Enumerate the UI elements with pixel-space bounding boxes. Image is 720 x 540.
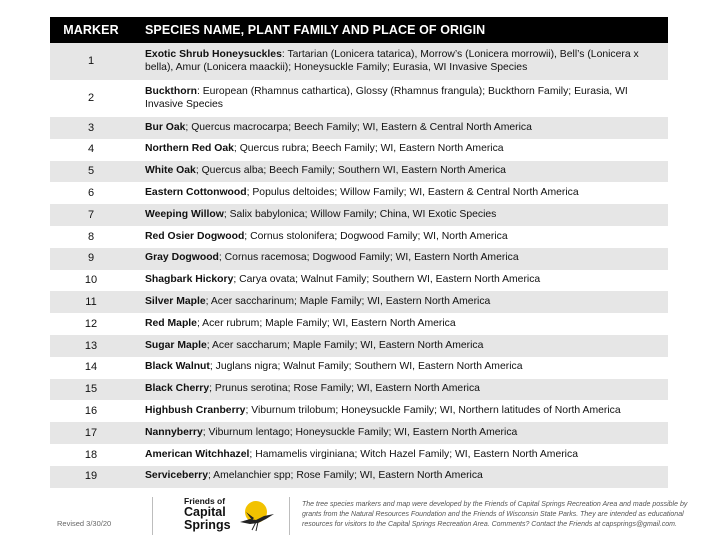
table-row — [50, 182, 668, 204]
sun-and-crane-logo-icon — [236, 498, 280, 534]
footer-divider-left — [152, 497, 153, 535]
species-table — [50, 17, 668, 488]
table-row — [50, 444, 668, 466]
table-row — [50, 422, 668, 444]
species-common-name: Black Cherry — [145, 383, 210, 395]
species-description — [132, 383, 668, 396]
species-description — [132, 318, 668, 331]
marker-number: 5 — [87, 165, 95, 178]
species-details: ; Viburnum trilobum; Honeysuckle Family; WI, Northern latitudes of North America — [245, 405, 621, 416]
species-description — [132, 122, 668, 135]
table-row — [50, 335, 668, 357]
species-common-name: Silver Maple — [145, 296, 206, 308]
table-row — [50, 139, 668, 161]
species-details: ; Cornus racemosa; Dogwood Family; WI, Eastern North America — [218, 252, 519, 264]
species-description — [132, 165, 668, 178]
marker-number: 4 — [87, 143, 95, 156]
species-details: ; Acer rubrum; Maple Family; WI, Eastern North America — [196, 317, 456, 329]
marker-number: 17 — [84, 426, 98, 439]
species-description — [132, 86, 668, 111]
marker-number: 9 — [87, 252, 95, 265]
species-common-name: Bur Oak — [145, 121, 186, 133]
table-row — [50, 80, 668, 117]
species-common-name: Gray Dogwood — [145, 252, 219, 264]
logo-line-1: Friends of — [184, 496, 226, 506]
table-header — [50, 17, 668, 43]
table-body — [50, 43, 668, 488]
marker-column-header: MARKER — [63, 23, 119, 37]
species-details: : Tartarian (Lonicera tatarica), Morrow’s (Lonicera morrowii), Bell’s (Lonicera x bella), Amur (Lonicera maackii); Honeysuckle Family; Eurasia, WI Invasive Species — [145, 49, 639, 73]
species-description — [132, 470, 668, 483]
marker-number: 10 — [84, 274, 98, 287]
species-description — [132, 49, 668, 74]
species-description — [132, 252, 668, 265]
table-row — [50, 466, 668, 488]
marker-number: 7 — [87, 208, 95, 221]
marker-number: 16 — [84, 405, 98, 417]
logo-text — [184, 496, 231, 532]
marker-number: 2 — [87, 92, 95, 105]
table-row — [50, 43, 668, 80]
species-details: ; Prunus serotina; Rose Family; WI, Eastern North America — [209, 383, 480, 395]
marker-number: 14 — [84, 361, 98, 374]
species-column-header: SPECIES NAME, PLANT FAMILY AND PLACE OF ORIGIN — [145, 23, 486, 37]
species-description — [132, 405, 668, 418]
marker-number: 18 — [84, 448, 98, 461]
species-common-name: Shagbark Hickory — [145, 274, 234, 286]
table-row — [50, 248, 668, 270]
footer-divider-right — [289, 497, 290, 535]
marker-number: 3 — [87, 121, 95, 134]
species-common-name: Red Maple — [145, 317, 197, 329]
marker-number: 6 — [87, 187, 95, 200]
logo-line-3: Springs — [184, 518, 231, 532]
marker-number: 8 — [87, 230, 95, 243]
species-description — [132, 449, 668, 462]
species-details: ; Acer saccharum; Maple Family; WI, Eastern North America — [206, 339, 484, 351]
species-description — [132, 361, 668, 374]
marker-number: 1 — [87, 55, 95, 68]
species-common-name: Sugar Maple — [145, 339, 207, 351]
table-row — [50, 226, 668, 248]
species-common-name: Exotic Shrub Honeysuckles — [145, 49, 282, 60]
marker-number: 12 — [84, 317, 98, 330]
species-details: ; Viburnum lentago; Honeysuckle Family; WI, Eastern North America — [202, 426, 518, 438]
species-details: ; Carya ovata; Walnut Family; Southern WI, Eastern North America — [233, 274, 541, 286]
species-details: ; Quercus macrocarpa; Beech Family; WI, Eastern & Central North America — [185, 121, 532, 133]
species-details: ; Cornus stolonifera; Dogwood Family; WI, North America — [244, 230, 508, 242]
species-common-name: Black Walnut — [145, 361, 210, 373]
species-description — [132, 427, 668, 440]
species-description — [132, 209, 668, 222]
species-description — [132, 143, 668, 156]
species-common-name: Northern Red Oak — [145, 143, 234, 155]
species-description — [132, 274, 668, 287]
footer-note: The tree species markers and map were developed by the Friends of Capital Springs Recreation Area and made possible by grants from the Natural Resources Foundation and the Friends of Wisconsin State Parks. They are intended as educational resources for visitors to the Capital Springs Recreation Area. Comments? Contact the Friends at capsprings@gmail.com. — [302, 501, 688, 528]
friends-of-capital-springs-logo — [170, 496, 282, 536]
species-common-name: White Oak — [145, 165, 196, 177]
species-details: ; Salix babylonica; Willow Family; China, WI Exotic Species — [223, 208, 497, 220]
table-row — [50, 204, 668, 226]
species-details: : European (Rhamnus cathartica), Glossy (Rhamnus frangula); Buckthorn Family; Eurasia, WI Invasive Species — [145, 86, 628, 110]
species-common-name: Highbush Cranberry — [145, 405, 246, 416]
marker-number: 11 — [85, 296, 97, 309]
species-description — [132, 231, 668, 244]
table-row — [50, 400, 668, 422]
species-details: ; Amelanchier spp; Rose Family; WI, Eastern North America — [207, 470, 483, 482]
table-row — [50, 291, 668, 313]
table-row — [50, 117, 668, 139]
species-details: ; Hamamelis virginiana; Witch Hazel Family; WI, Eastern North America — [249, 448, 578, 460]
table-row — [50, 270, 668, 292]
revised-date: Revised 3/30/20 — [57, 519, 112, 528]
species-common-name: Nannyberry — [145, 426, 203, 438]
table-row — [50, 313, 668, 335]
species-common-name: Eastern Cottonwood — [145, 187, 247, 199]
logo-line-2: Capital — [184, 505, 226, 519]
species-details: ; Quercus alba; Beech Family; Southern WI, Eastern North America — [195, 165, 506, 177]
species-details: ; Acer saccharinum; Maple Family; WI, Eastern North America — [205, 296, 491, 308]
species-details: ; Juglans nigra; Walnut Family; Southern WI, Eastern North America — [209, 361, 523, 373]
table-row — [50, 379, 668, 401]
species-description — [132, 340, 668, 353]
marker-number: 15 — [84, 383, 98, 396]
species-details: ; Quercus rubra; Beech Family; WI, Eastern North America — [233, 143, 504, 155]
species-description — [132, 187, 668, 200]
marker-number: 19 — [84, 470, 98, 483]
species-description — [132, 296, 668, 309]
table-row — [50, 161, 668, 183]
species-common-name: Buckthorn — [145, 86, 197, 97]
species-common-name: American Witchhazel — [145, 448, 250, 460]
species-common-name: Red Osier Dogwood — [145, 230, 245, 242]
marker-number: 13 — [84, 339, 98, 352]
species-common-name: Serviceberry — [145, 470, 208, 482]
species-common-name: Weeping Willow — [145, 208, 224, 220]
table-row — [50, 357, 668, 379]
species-details: ; Populus deltoides; Willow Family; WI, Eastern & Central North America — [246, 187, 579, 199]
